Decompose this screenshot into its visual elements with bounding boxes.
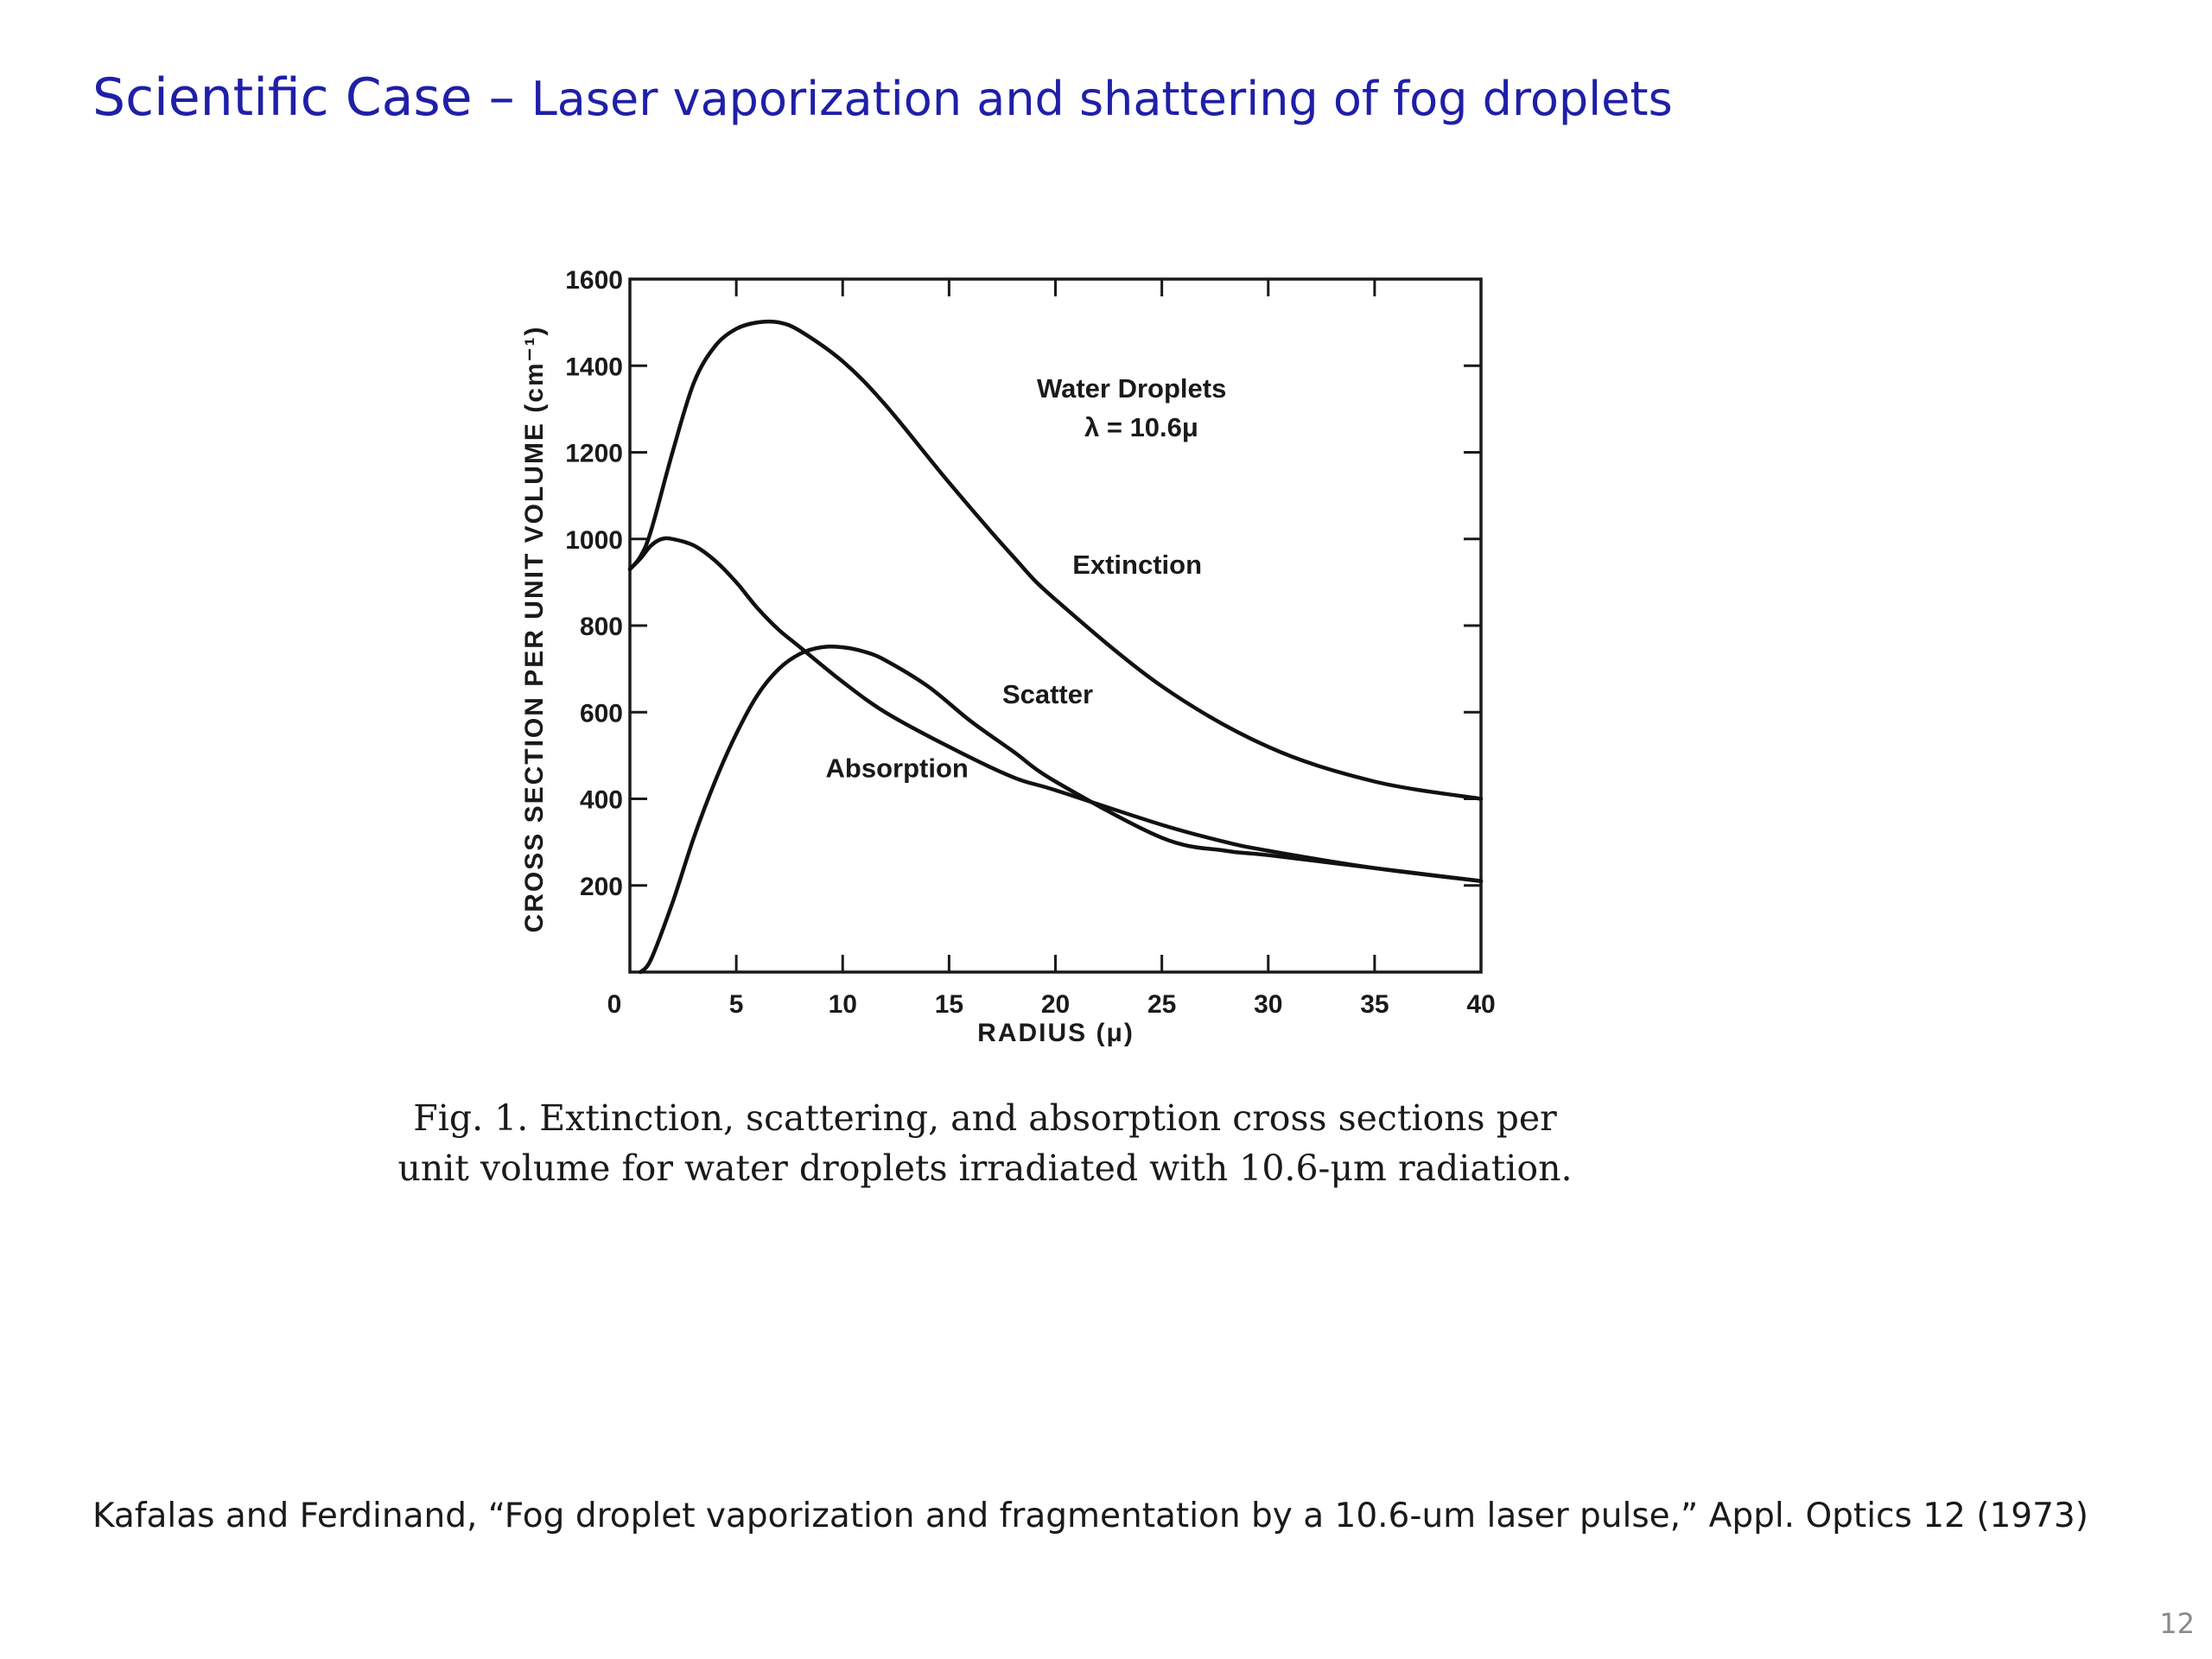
y-tick-label: 1400 [565,353,623,382]
citation: Kafalas and Ferdinand, “Fog droplet vaporization and fragmentation by a 10.6-um laser pulse,” Appl. Optics 12 (1973) [92,1497,2088,1535]
series-lines [630,321,1481,972]
y-tick-label: 200 [579,872,623,901]
y-tick-label: 600 [579,699,623,728]
slide-title-main: Scientific Case – [92,67,531,128]
page-number: 12 [2159,1607,2195,1640]
x-tick-label: 5 [728,990,744,1019]
x-tick-label: 15 [934,990,964,1019]
x-tick-label: 25 [1147,990,1177,1019]
x-tick-label: 0 [607,990,622,1019]
x-tick-label: 20 [1040,990,1071,1019]
y-tick-label: 1600 [565,266,623,295]
tick-labels [565,266,1495,1019]
x-tick-label: 30 [1254,990,1283,1019]
annotation-lambda: λ = 10.6μ [1084,412,1198,442]
x-tick-label: 10 [828,990,857,1019]
series-scatter-line [630,538,1481,881]
slide-title-sub: Laser vaporization and shattering of fog droplets [531,72,1673,126]
series-absorption-label: Absorption [825,753,969,784]
y-tick-label: 800 [579,613,623,641]
x-axis-label: RADIUS (μ) [977,1019,1135,1047]
x-tick-label: 40 [1466,990,1496,1019]
y-tick-label: 1200 [565,439,623,468]
y-tick-label: 400 [579,785,623,815]
x-tick-label: 35 [1360,990,1389,1019]
y-axis-label: CROSS SECTION PER UNIT VOLUME (cm⁻¹) [520,325,549,933]
series-extinction-label: Extinction [1072,549,1203,580]
annotation-title: Water Droplets [1037,373,1227,404]
caption-line-2: unit volume for water droplets irradiated with 10.6-μm radiation. [397,1147,1573,1189]
series-scatter-label: Scatter [1001,679,1094,710]
caption-line-1: Fig. 1. Extinction, scattering, and absorption cross sections per [413,1097,1557,1139]
y-tick-label: 1000 [565,525,623,555]
series-labels [826,550,1202,784]
figure-caption [363,1093,1607,1193]
